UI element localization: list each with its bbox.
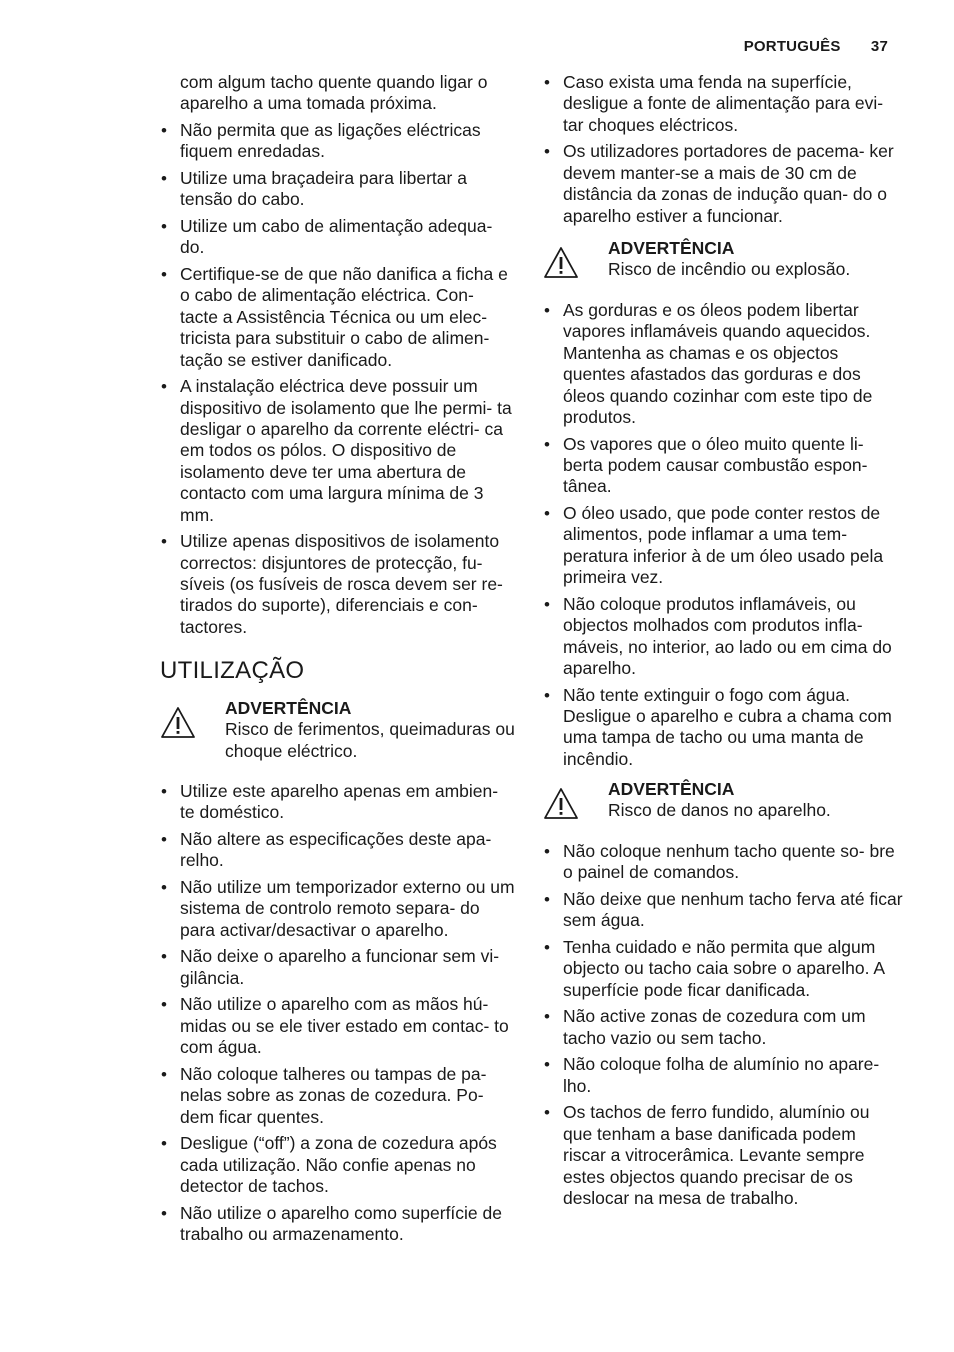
list-item: • O óleo usado, que pode conter restos de alimentos, pode inflamar a uma tem- peratura inferior à de um óleo usado pela primeira vez. bbox=[543, 503, 903, 589]
list-item: • Não utilize o aparelho como superfície de trabalho ou armazenamento. bbox=[160, 1203, 516, 1246]
warning-block bbox=[543, 779, 903, 843]
warning-title: ADVERTÊNCIA bbox=[608, 238, 735, 258]
list-item: • Não utilize o aparelho com as mãos hú- midas ou se ele tiver estado em contac- to com água. bbox=[160, 994, 516, 1058]
list-item: • Não tente extinguir o fogo com água. Desligue o aparelho e cubra a chama com uma tampa de tacho ou uma manta de incêndio. bbox=[543, 685, 903, 771]
list-item: • Não deixe que nenhum tacho ferva até ficar sem água. bbox=[543, 889, 903, 932]
section-title: UTILIZAÇÃO bbox=[160, 657, 305, 684]
warning-block bbox=[543, 238, 903, 302]
list-item: • Não coloque produtos inflamáveis, ou objectos molhados com produtos infla- máveis, no interior, ao lado ou em cima do aparelho. bbox=[543, 594, 903, 680]
continued-paragraph: com algum tacho quente quando ligar o aparelho a uma tomada próxima. bbox=[180, 72, 488, 114]
safety-list-top bbox=[160, 120, 516, 638]
safety-list-a bbox=[543, 72, 903, 227]
list-item: • As gorduras e os óleos podem libertar vapores inflamáveis quando aquecidos. Mantenha as chamas e os objectos quentes afastados das gorduras e dos óleos quando cozinhar com este tipo de produtos. bbox=[543, 300, 903, 428]
list-item: • Utilize este aparelho apenas em ambien- te doméstico. bbox=[160, 781, 516, 824]
page-header bbox=[744, 38, 888, 55]
list-item: • Tenha cuidado e não permita que algum objecto ou tacho caia sobre o aparelho. A superfície pode ficar danificada. bbox=[543, 937, 903, 1001]
warning-icon bbox=[543, 787, 579, 821]
header-language: PORTUGUÊS bbox=[743, 38, 841, 55]
list-item: • Não coloque folha de alumínio no apare- lho. bbox=[543, 1054, 903, 1097]
warning-icon bbox=[543, 246, 579, 280]
list-item: • Utilize uma braçadeira para libertar a tensão do cabo. bbox=[160, 168, 516, 211]
warning-icon bbox=[160, 706, 196, 740]
list-item: • Caso exista uma fenda na superfície, desligue a fonte de alimentação para evi- tar choques eléctricos. bbox=[543, 72, 903, 136]
warning-text: Risco de incêndio ou explosão. bbox=[608, 259, 851, 280]
list-item: • Não altere as especificações deste apa- relho. bbox=[160, 829, 516, 872]
list-item: • A instalação eléctrica deve possuir um dispositivo de isolamento que lhe permi- ta desligar o aparelho da corrente eléctri- ca em todos os pólos. O dispositivo de isolamento deve ter uma abertura de contacto com uma largura mínima de 3 mm. bbox=[160, 376, 516, 526]
list-item: • Certifique-se de que não danifica a ficha e o cabo de alimentação eléctrica. Con- tacte a Assistência Técnica ou um elec- tricista para substituir o cabo de alimen- tação se estiver danificado. bbox=[160, 264, 516, 371]
safety-list-bottom bbox=[160, 781, 516, 1245]
list-item: • Não coloque talheres ou tampas de pa- nelas sobre as zonas de cozedura. Po- dem ficar quentes. bbox=[160, 1064, 516, 1128]
list-item: • Não coloque nenhum tacho quente so- bre o painel de comandos. bbox=[543, 841, 903, 884]
list-item: • Não utilize um temporizador externo ou um sistema de controlo remoto separa- do para activar/desactivar o aparelho. bbox=[160, 877, 516, 941]
list-item: • Desligue (“off”) a zona de cozedura após cada utilização. Não confie apenas no detector de tachos. bbox=[160, 1133, 516, 1197]
list-item: • Utilize um cabo de alimentação adequa- do. bbox=[160, 216, 516, 259]
warning-title: ADVERTÊNCIA bbox=[225, 698, 352, 718]
list-item: • Não active zonas de cozedura com um tacho vazio ou sem tacho. bbox=[543, 1006, 903, 1049]
warning-block bbox=[160, 698, 516, 762]
safety-list-c bbox=[543, 841, 903, 1209]
warning-title: ADVERTÊNCIA bbox=[608, 779, 735, 799]
list-item: • Os vapores que o óleo muito quente li- berta podem causar combustão espon- tânea. bbox=[543, 434, 903, 498]
list-item: • Os utilizadores portadores de pacema- ker devem manter-se a mais de 30 cm de distância da zonas de indução quan- do o aparelho estiver a funcionar. bbox=[543, 141, 903, 227]
warning-text: Risco de ferimentos, queimaduras ou choque eléctrico. bbox=[225, 719, 515, 761]
warning-text: Risco de danos no aparelho. bbox=[608, 800, 831, 821]
list-item: • Não deixe o aparelho a funcionar sem vi- gilância. bbox=[160, 946, 516, 989]
list-item: • Não permita que as ligações eléctricas fiquem enredadas. bbox=[160, 120, 516, 163]
list-item: • Os tachos de ferro fundido, alumínio ou que tenham a base danificada podem riscar a vitrocerâmica. Levante sempre estes objectos quando precisar de os deslocar na mesa de trabalho. bbox=[543, 1102, 903, 1209]
page-number: 37 bbox=[870, 38, 888, 55]
safety-list-b bbox=[543, 300, 903, 770]
list-item: • Utilize apenas dispositivos de isolamento correctos: disjuntores de protecção, fu- síveis (os fusíveis de rosca devem ser re- tirados do suporte), diferenciais e con- tactores. bbox=[160, 531, 516, 638]
